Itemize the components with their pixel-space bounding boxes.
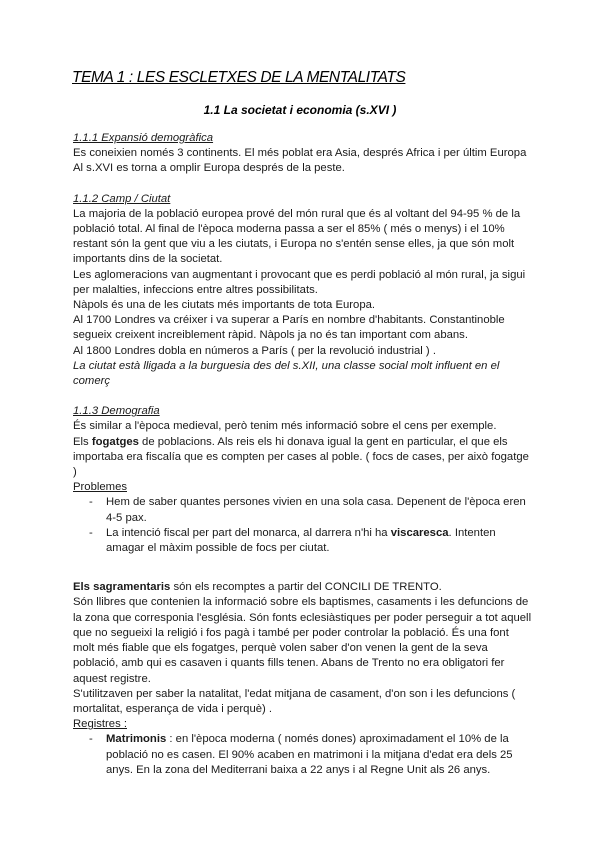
heading-expansio: 1.1.1 Expansió demogràfica [73,132,214,144]
paragraph-line: Es coneixien només 3 continents. El més poblat era Asia, després Africa i per últim Europa [73,147,527,160]
paragraph: És similar a l'època medieval, però tenim més informació sobre el cens per exemple. [73,420,497,433]
paragraph-sagramentaris [73,580,533,595]
list-item [73,732,533,778]
registres-list [73,732,533,778]
heading-camp-ciutat: 1.1.2 Camp / Ciutat [73,192,171,205]
text-run: són els recomptes a partir del CONCILI DE TRENTO. [170,581,442,594]
document-body [73,131,533,778]
paragraph: Nàpols és una de les ciutats més importants de tota Europa. [73,299,376,312]
problemes-list [73,495,533,556]
paragraph: La majoria de la població europea prové del món rural que és al voltant del 94-95 % de la població total. Al final de l'època moderna passa a ser el 85% ( més o menys) i el 10% restant són la gent que viu a les ciutats, i Europa no s'entén sense elles, ja que són molt importants dins de la societat. [73,207,521,266]
paragraph: Al 1700 Londres va créixer i va superar a París en nombre d'habitants. Constantinoble segueix creixent increiblement ràpid. Nàpols ja no és tan important com abans. [73,314,505,342]
list-item [73,526,533,556]
paragraph: Són llibres que contenien la informació sobre els baptismes, casaments i les defuncions de la zona que corresponia l'església. Són fonts eclesiàstiques per poder perseguir a tot aquell que no segueixi la religió i fos pagà i també per poder controlar la població. És una font molt més fiable que els fogatges, perquè volen saber d'on venen la gent de la seva població, amb qui es casaven i quants fills tenen. Abans de Trento no era obligatori fer aquest registre. [73,596,532,685]
paragraph-fogatges [73,435,533,481]
page-title: TEMA 1 : LES ESCLETXES DE LA MENTALITATS [72,69,406,86]
list-item: - Hem de saber quantes persones vivien en una sola casa. Depenent de l'època eren 4-5 pax. [73,495,533,525]
text-run: Els [73,435,92,448]
paragraph-line: Al s.XVI es torna a omplir Europa després de la peste. [73,162,345,175]
paragraph-italic: La ciutat està lligada a la burguesia des del s.XII, una classe social molt influent en el comerç [73,359,500,388]
text-run: : en l'època moderna ( només dones) aproximadament el 10% de la població no es casen. El 90% acaben en matrimoni i la mitjana d'edat era dels 25 anys. En la zona del Mediterrani baixa a 22 anys i al Regne Unit als 26 anys. [106,733,513,776]
section-subtitle: 1.1 La societat i economia (s.XVI ) [203,103,397,117]
bold-term: Matrimonis [106,733,167,746]
text-run: La intenció fiscal per part del monarca, al darrera n'hi ha [106,526,391,539]
text-run: de poblacions. Als reis els hi donava igual la gent en particular, el que els importaba era fiscalía que es compten per cases al poble. ( focs de cases, per això fogatge ) [73,435,529,479]
label-problemes: Problemes [73,481,127,494]
bold-term: Els sagramentaris [73,581,171,594]
heading-demografia: 1.1.3 Demografia [73,405,160,418]
paragraph: Les aglomeracions van augmentant i provocant que es perdi població al món rural, ja sigui per malalties, infeccions entre altres possibilitats. [73,268,526,296]
text-run: . Intenten amagar el màxim possible de focs per ciutat. [106,526,496,555]
bold-term: viscaresca [390,526,449,539]
paragraph: Al 1800 Londres dobla en números a París ( per la revolució industrial ) . [73,344,436,357]
bold-term: fogatges [91,435,139,448]
label-registres: Registres : [73,718,127,731]
paragraph: S'utilitzaven per saber la natalitat, l'edat mitjana de casament, d'on son i les defuncions ( mortalitat, esperança de vida i perquè) . [73,687,516,715]
